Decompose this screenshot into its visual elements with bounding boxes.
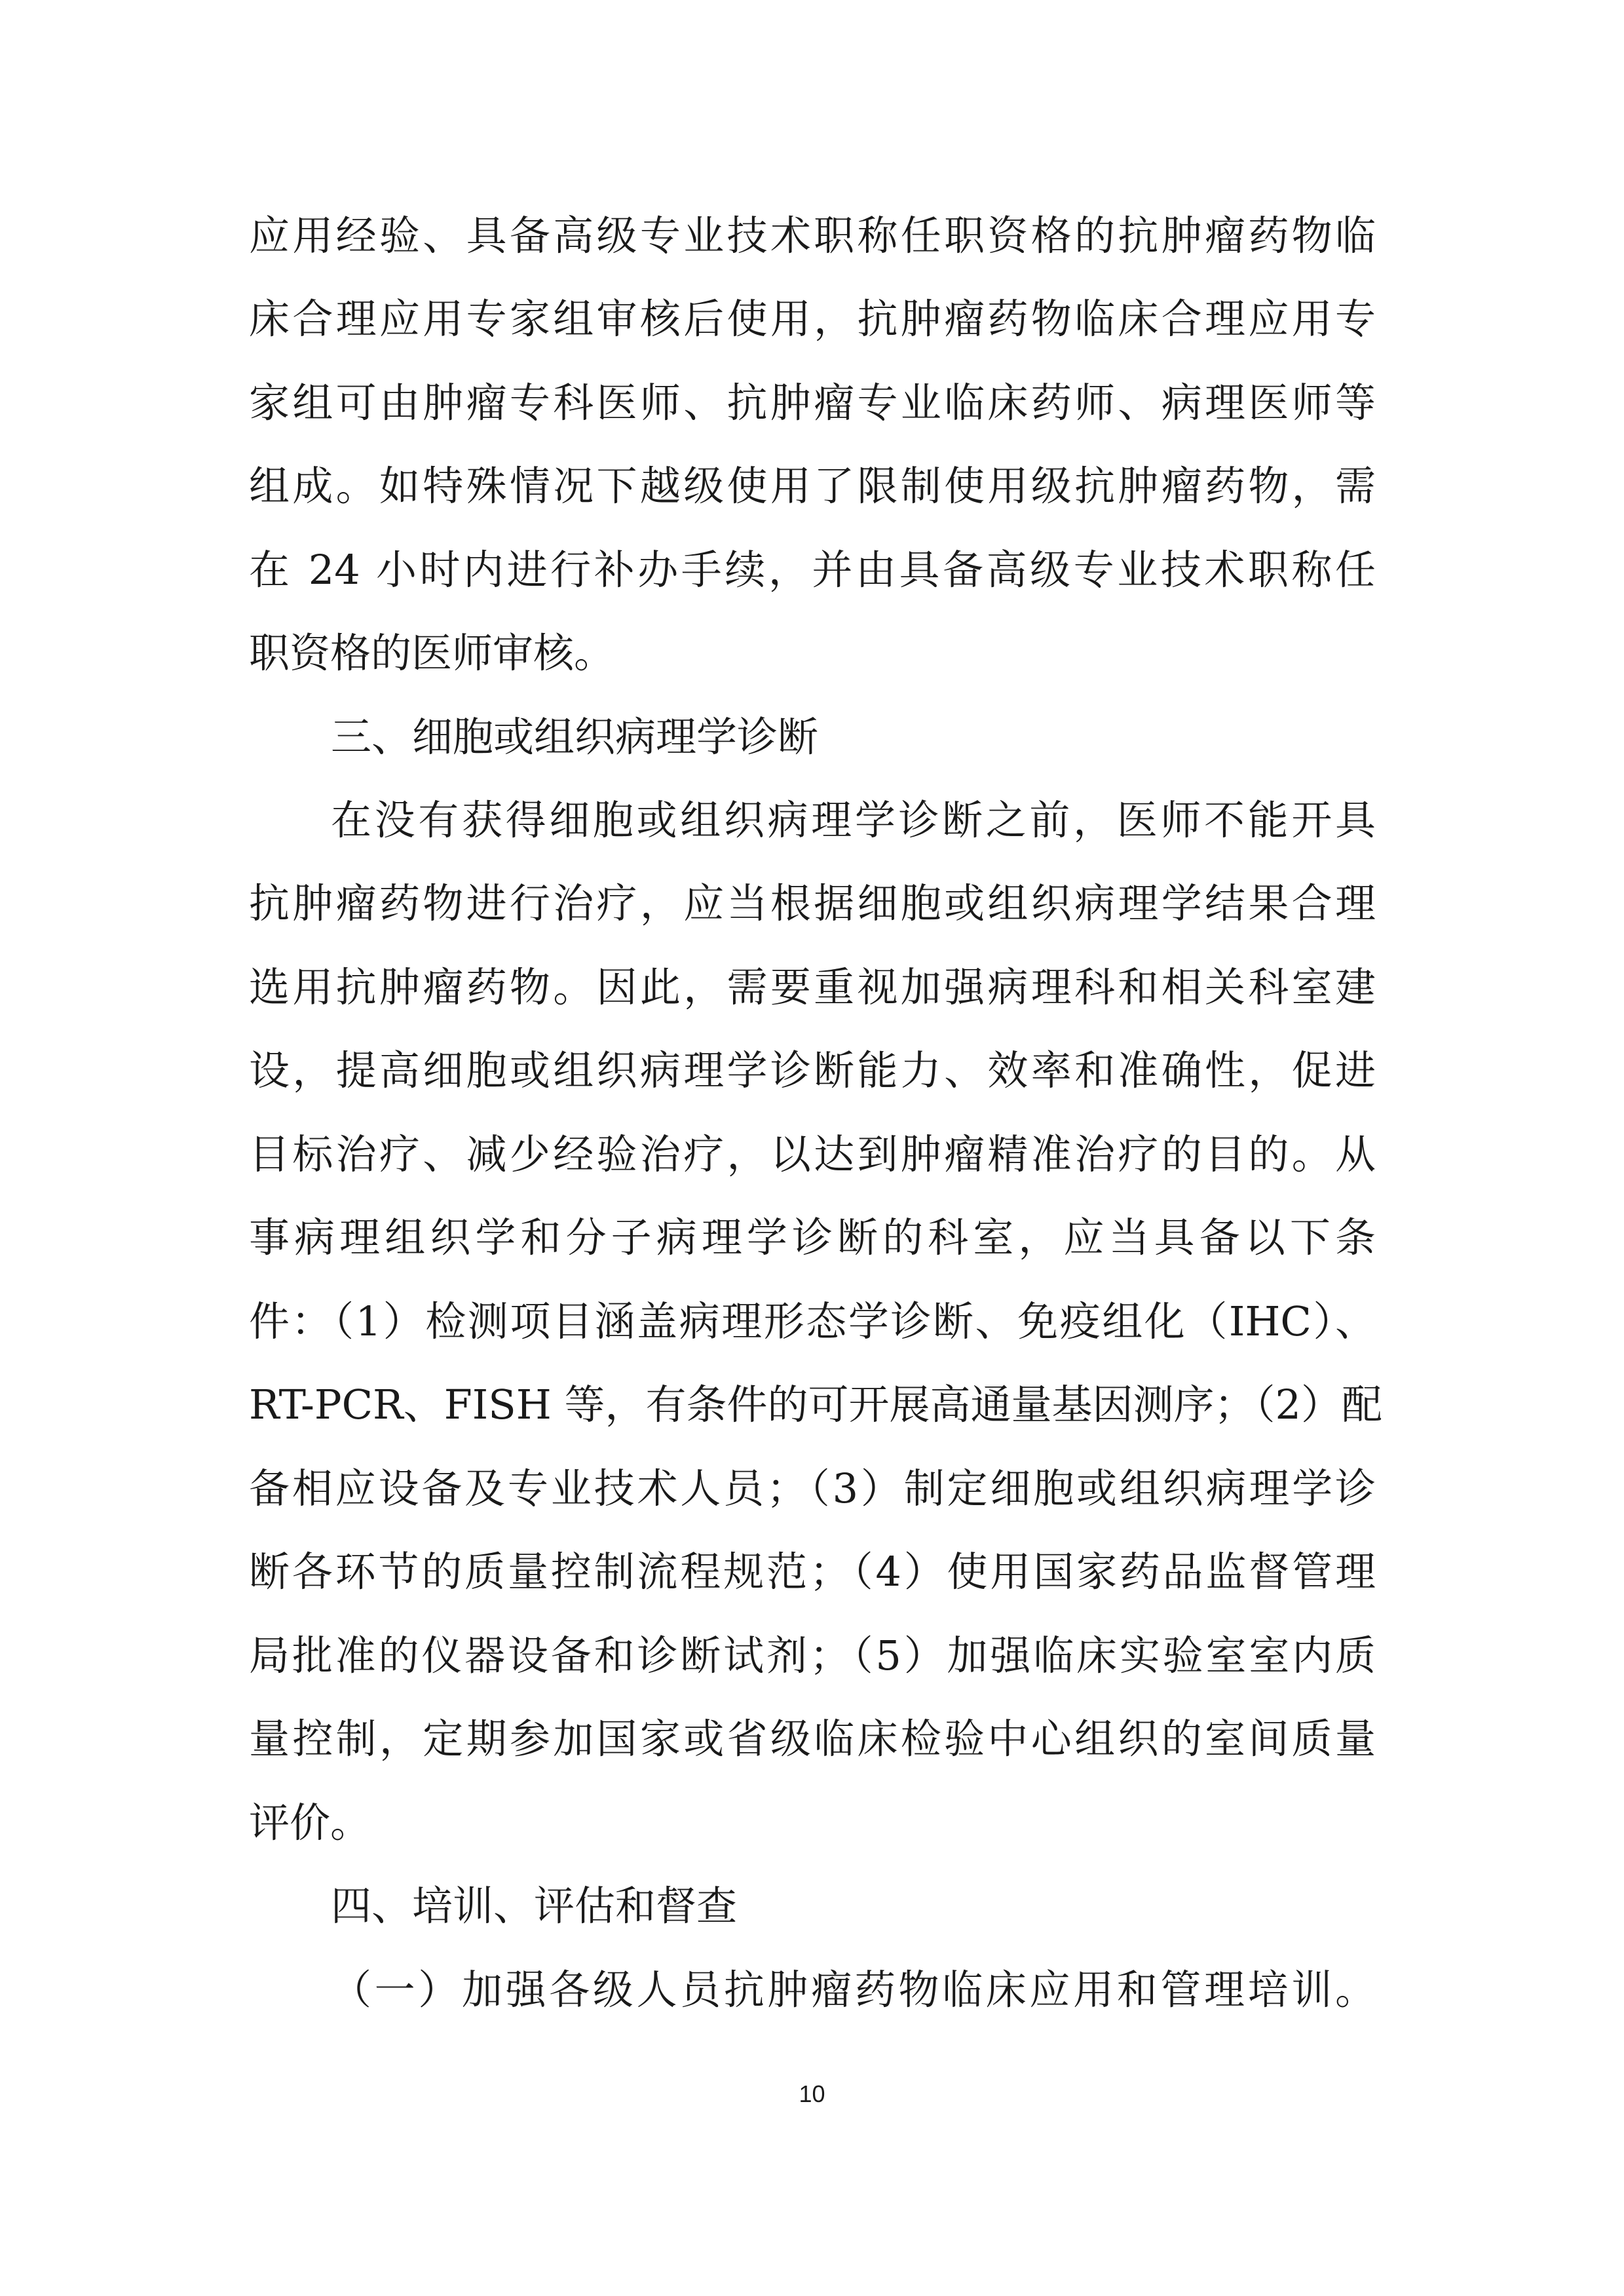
paragraph-1-line-1: 应用经验、具备高级专业技术职称任职资格的抗肿瘤药物临 — [249, 212, 1376, 259]
section-3-line-4: 设，提高细胞或组织病理学诊断能力、效率和准确性，促进 — [249, 1046, 1376, 1094]
section-3-line-2: 抗肿瘤药物进行治疗，应当根据细胞或组织病理学结果合理 — [249, 879, 1376, 927]
paragraph-1-line-3: 家组可由肿瘤专科医师、抗肿瘤专业临床药师、病理医师等 — [249, 379, 1376, 427]
paragraph-1-line-5: 在 24 小时内进行补办手续，并由具备高级专业技术职称任 — [249, 546, 1376, 594]
section-3-line-9: 备相应设备及专业技术人员；（3）制定细胞或组织病理学诊 — [249, 1464, 1376, 1512]
section-3-line-7: 件：（1）检测项目涵盖病理形态学诊断、免疫组化（IHC）、 — [249, 1297, 1376, 1345]
paragraph-1-line-6: 职资格的医师审核。 — [249, 629, 615, 677]
section-3-line-11: 局批准的仪器设备和诊断试剂；（5）加强临床实验室室内质 — [249, 1632, 1376, 1679]
page-number: 10 — [799, 2080, 825, 2107]
section-3-heading: 三、细胞或组织病理学诊断 — [331, 713, 819, 761]
section-3-line-3: 选用抗肿瘤药物。因此，需要重视加强病理科和相关科室建 — [249, 963, 1376, 1011]
section-3-line-1: 在没有获得细胞或组织病理学诊断之前，医师不能开具 — [331, 796, 1376, 844]
section-3-line-5: 目标治疗、减少经验治疗，以达到肿瘤精准治疗的目的。从 — [249, 1130, 1376, 1178]
section-4-subheading: （一）加强各级人员抗肿瘤药物临床应用和管理培训。 — [331, 1966, 1376, 2014]
paragraph-1-line-4: 组成。如特殊情况下越级使用了限制使用级抗肿瘤药物，需 — [249, 462, 1376, 510]
section-3-line-8: RT-PCR、FISH 等，有条件的可开展高通量基因测序；（2）配 — [249, 1381, 1382, 1428]
section-3-line-6: 事病理组织学和分子病理学诊断的科室，应当具备以下条 — [249, 1214, 1376, 1261]
section-3-line-13: 评价。 — [249, 1799, 371, 1846]
paragraph-1-line-2: 床合理应用专家组审核后使用，抗肿瘤药物临床合理应用专 — [249, 295, 1376, 343]
section-3-line-12: 量控制，定期参加国家或省级临床检验中心组织的室间质量 — [249, 1715, 1376, 1763]
section-3-line-10: 断各环节的质量控制流程规范；（4）使用国家药品监督管理 — [249, 1548, 1376, 1596]
section-4-heading: 四、培训、评估和督查 — [331, 1882, 738, 1930]
